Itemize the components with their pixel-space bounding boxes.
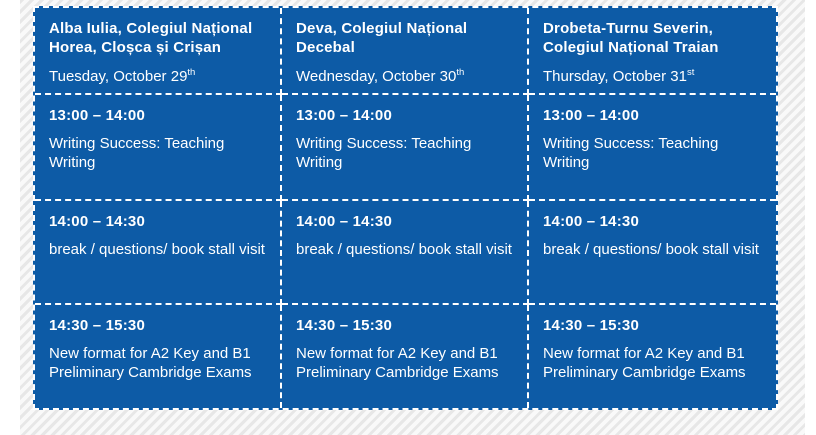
session-time: 14:00 – 14:30: [543, 213, 640, 230]
session-date: [543, 67, 766, 86]
session-time: 14:30 – 15:30: [296, 317, 393, 334]
date-text: Tuesday, October 29: [49, 68, 188, 85]
session-time: 14:00 – 14:30: [49, 213, 146, 230]
session-cell: [282, 305, 529, 408]
location-name-line2: Decebal: [296, 39, 355, 56]
session-cell: [282, 95, 529, 201]
session-cell: [35, 95, 282, 201]
location-name-line1: Alba Iulia, Colegiul Național: [49, 20, 253, 37]
session-time: 13:00 – 14:00: [296, 107, 393, 124]
schedule-table: [33, 6, 778, 410]
session-title: Writing Success: Teaching Writing: [296, 135, 472, 171]
date-ordinal: th: [187, 67, 196, 78]
session-time: 14:30 – 15:30: [49, 317, 146, 334]
session-title: break / questions/ book stall visit: [543, 241, 759, 258]
session-title: Writing Success: Teaching Writing: [49, 135, 225, 171]
session-title: New format for A2 Key and B1 Preliminary Cambridge Exams: [49, 345, 252, 381]
session-date: [49, 67, 270, 86]
session-cell: [529, 305, 776, 408]
session-date: [296, 67, 517, 86]
location-name-line1: Drobeta-Turnu Severin,: [543, 20, 713, 37]
session-cell: [529, 201, 776, 305]
header-cell-drobeta: [529, 8, 776, 95]
striped-background: [20, 0, 805, 435]
session-title: break / questions/ book stall visit: [49, 241, 265, 258]
header-cell-alba-iulia: [35, 8, 282, 95]
session-title: break / questions/ book stall visit: [296, 241, 512, 258]
session-time: 14:00 – 14:30: [296, 213, 393, 230]
date-ordinal: th: [456, 67, 465, 78]
session-time: 13:00 – 14:00: [543, 107, 640, 124]
header-cell-deva: [282, 8, 529, 95]
session-cell: [282, 201, 529, 305]
date-text: Wednesday, October 30: [296, 68, 457, 85]
session-cell: [35, 201, 282, 305]
session-title: Writing Success: Teaching Writing: [543, 135, 719, 171]
session-time: 13:00 – 14:00: [49, 107, 146, 124]
location-name-line2: Colegiul Național Traian: [543, 39, 719, 56]
session-time: 14:30 – 15:30: [543, 317, 640, 334]
session-title: New format for A2 Key and B1 Preliminary Cambridge Exams: [296, 345, 499, 381]
session-title: New format for A2 Key and B1 Preliminary Cambridge Exams: [543, 345, 746, 381]
date-text: Thursday, October 31: [543, 68, 687, 85]
session-cell: [529, 95, 776, 201]
session-cell: [35, 305, 282, 408]
location-name-line2: Horea, Cloșca și Crișan: [49, 39, 222, 56]
location-name-line1: Deva, Colegiul Național: [296, 20, 468, 37]
date-ordinal: st: [686, 67, 695, 78]
